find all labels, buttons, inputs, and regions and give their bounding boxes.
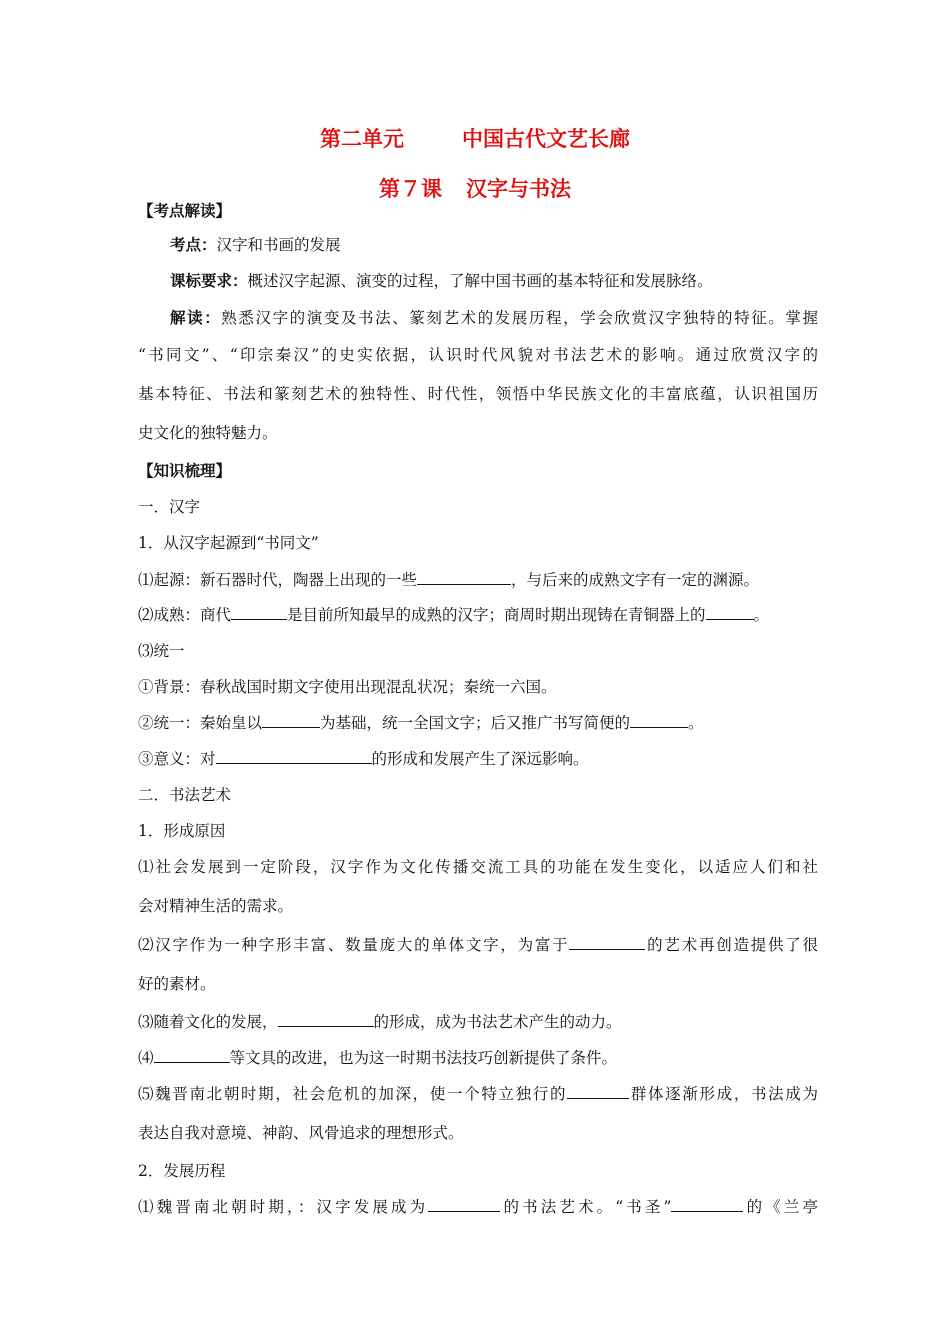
line-text: ⑸魏晋南北朝时期，社会危机的加深，使一个特立独行的	[138, 1085, 568, 1103]
line-text: ⑴起源：新石器时代，陶器上出现的一些	[138, 571, 418, 589]
analysis-heading: 【考点解读】	[138, 202, 232, 220]
exam-point	[170, 235, 818, 255]
answer-blank[interactable]	[417, 570, 511, 585]
interpretation-text: 熟悉汉字的演变及书法、篆刻艺术的发展历程，学会欣赏汉字独特的特征。掌握	[221, 309, 818, 327]
paragraph-line: 好的素材。	[138, 975, 216, 993]
paragraph-line: 会对精神生活的需求。	[138, 897, 294, 915]
answer-blank[interactable]	[154, 1048, 230, 1063]
fill-line	[138, 1084, 818, 1104]
answer-blank[interactable]	[428, 1197, 500, 1212]
lesson-name: 汉字与书法	[466, 177, 571, 201]
interpretation-line	[170, 308, 818, 328]
interpretation-line: 史文化的独特魅力。	[138, 424, 278, 442]
knowledge-heading: 【知识梳理】	[138, 462, 232, 480]
interpretation-label: 解读：	[170, 309, 222, 327]
fill-line	[138, 1012, 818, 1032]
line-text: ⑵汉字作为一种字形丰富、数量庞大的单体文字，为富于	[138, 936, 570, 954]
line-text: 群体逐渐形成，书法成为	[629, 1085, 818, 1103]
list-item: ⑶统一	[138, 642, 185, 660]
line-text: 为基础，统一全国文字；后又推广书写简便的	[320, 714, 631, 732]
answer-blank[interactable]	[231, 605, 287, 620]
paragraph-line: ⑴社会发展到一定阶段，汉字作为文化传播交流工具的功能在发生变化，以适应人们和社	[138, 858, 818, 876]
fill-line	[138, 713, 818, 733]
fill-line	[138, 1048, 818, 1068]
fill-line	[138, 570, 818, 590]
answer-blank[interactable]	[706, 605, 754, 620]
lesson-number: 第７课	[379, 177, 442, 201]
answer-blank[interactable]	[278, 1012, 374, 1027]
interpretation-line: “书同文”、“印宗秦汉”的史实依据，认识时代风貌对书法艺术的影响。通过欣赏汉字的	[138, 346, 818, 364]
unit-name: 中国古代文艺长廊	[462, 127, 630, 151]
exam-point-text: 汉字和书画的发展	[216, 236, 341, 254]
subsection-heading: 1．形成原因	[138, 822, 226, 840]
subsection-heading: 2．发展历程	[138, 1162, 226, 1180]
line-text: 的形成和发展产生了深远影响。	[371, 750, 589, 768]
interpretation-line: 基本特征、书法和篆刻艺术的独特性、时代性，领悟中华民族文化的丰富底蕴，认识祖国历	[138, 385, 818, 403]
line-text: 是目前所知最早的成熟的汉字；商周时期出现铸在青铜器上的	[287, 606, 706, 624]
line-text: ②统一：秦始皇以	[138, 714, 263, 732]
line-text: 。	[688, 714, 704, 732]
curriculum-standard	[170, 271, 818, 291]
answer-blank[interactable]	[630, 713, 688, 728]
curriculum-standard-label: 课标要求：	[170, 272, 248, 290]
line-text: ，与后来的成熟文字有一定的渊源。	[511, 571, 760, 589]
line-text: ⑵成熟：商代	[138, 606, 232, 624]
line-text: ⑴魏晋南北朝时期，：汉字发展成为	[138, 1198, 429, 1216]
exam-point-label: 考点：	[170, 236, 217, 254]
unit-number: 第二单元	[320, 127, 404, 151]
fill-line	[138, 935, 818, 955]
answer-blank[interactable]	[216, 749, 372, 764]
line-text: 等文具的改进，也为这一时期书法技巧创新提供了条件。	[229, 1049, 618, 1067]
fill-line	[138, 1197, 818, 1217]
line-text: 。	[753, 606, 770, 624]
fill-line	[138, 605, 818, 625]
lesson-title	[0, 173, 950, 203]
line-text: 的艺术再创造提供了很	[645, 936, 818, 954]
line-text: ⑶随着文化的发展，	[138, 1013, 278, 1031]
curriculum-standard-text: 概述汉字起源、演变的过程，了解中国书画的基本特征和发展脉络。	[247, 272, 713, 290]
subsection-heading: 1．从汉字起源到“书同文”	[138, 534, 319, 552]
answer-blank[interactable]	[671, 1197, 743, 1212]
line-text: 的形成，成为书法艺术产生的动力。	[373, 1013, 622, 1031]
list-item: ①背景：春秋战国时期文字使用出现混乱状况；秦统一六国。	[138, 678, 557, 696]
section-heading: 一．汉字	[138, 498, 201, 516]
answer-blank[interactable]	[569, 935, 645, 950]
line-text: ③意义：对	[138, 750, 216, 768]
answer-blank[interactable]	[567, 1084, 629, 1099]
line-text: ⑷	[138, 1049, 154, 1067]
unit-title	[0, 123, 950, 153]
paragraph-line: 表达自我对意境、神韵、风骨追求的理想形式。	[138, 1124, 464, 1142]
section-heading: 二．书法艺术	[138, 786, 232, 804]
fill-line	[138, 749, 818, 769]
line-text: 的《兰亭	[743, 1198, 818, 1216]
line-text: 的书法艺术。“书圣”	[500, 1198, 672, 1216]
answer-blank[interactable]	[262, 713, 320, 728]
